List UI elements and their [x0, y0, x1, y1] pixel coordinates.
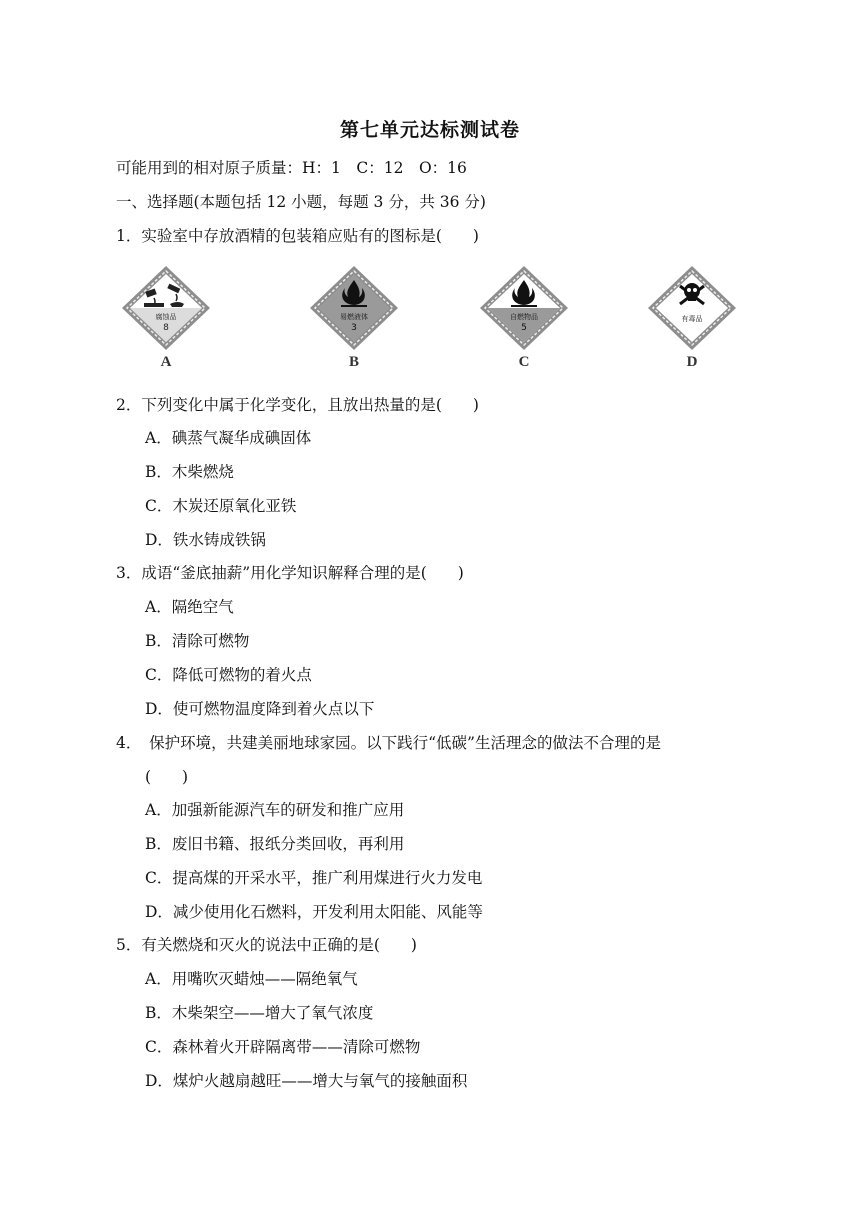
question-4-stem: 4． 保护环境，共建美丽地球家园。以下践行“低碳”生活理念的做法不合理的是	[116, 734, 661, 752]
sign-a-label: 腐蚀品	[155, 313, 177, 321]
section-heading: 一、选择题(本题包括 12 小题，每题 3 分，共 36 分)	[116, 193, 486, 211]
question-2-option-a[interactable]: A．碘蒸气凝华成碘固体	[145, 429, 312, 447]
corrosive-icon	[120, 264, 212, 352]
sign-d-letter: D	[686, 354, 698, 370]
sign-d-label: 有毒品	[681, 315, 703, 323]
question-2-option-d[interactable]: D．铁水铸成铁锅	[145, 531, 266, 549]
skull-crossbones-icon	[646, 264, 738, 352]
question-1-stem: 1．实验室中存放酒精的包装箱应贴有的图标是( )	[116, 227, 479, 245]
hazard-sign-d[interactable]	[646, 264, 738, 376]
question-2-option-b[interactable]: B．木柴燃烧	[145, 463, 234, 481]
flame-icon	[308, 264, 400, 352]
question-2-option-c[interactable]: C．木炭还原氧化亚铁	[145, 497, 297, 515]
question-3-option-b[interactable]: B．清除可燃物	[145, 632, 250, 650]
question-3-option-a[interactable]: A．隔绝空气	[145, 598, 234, 616]
question-3-option-d[interactable]: D．使可燃物温度降到着火点以下	[145, 700, 375, 718]
sign-b-number: 3	[351, 323, 357, 333]
question-2-stem: 2．下列变化中属于化学变化，且放出热量的是( )	[116, 396, 479, 414]
question-5-option-b[interactable]: B．木柴架空——增大了氧气浓度	[145, 1004, 374, 1022]
question-4-stem-continuation: ( )	[145, 768, 189, 786]
sign-c-number: 5	[521, 323, 527, 333]
hazard-sign-b[interactable]	[308, 264, 400, 376]
sign-b-letter: B	[348, 354, 359, 370]
question-5-stem: 5．有关燃烧和灭火的说法中正确的是( )	[116, 936, 417, 954]
question-4-option-c[interactable]: C．提高煤的开采水平，推广利用煤进行火力发电	[145, 869, 483, 887]
flame-icon	[478, 264, 570, 352]
question-4-option-b[interactable]: B．废旧书籍、报纸分类回收，再利用	[145, 835, 405, 853]
sign-a-number: 8	[163, 323, 169, 333]
question-3-option-c[interactable]: C．降低可燃物的着火点	[145, 666, 312, 684]
hazard-sign-c[interactable]	[478, 264, 570, 376]
question-5-option-a[interactable]: A．用嘴吹灭蜡烛——隔绝氧气	[145, 970, 358, 988]
question-3-stem: 3．成语“釜底抽薪”用化学知识解释合理的是( )	[116, 564, 464, 582]
question-5-option-c[interactable]: C．森林着火开辟隔离带——清除可燃物	[145, 1038, 421, 1056]
question-4-option-d[interactable]: D．减少使用化石燃料，开发利用太阳能、风能等	[145, 903, 483, 921]
hazard-signs-row	[118, 264, 758, 376]
sign-c-letter: C	[518, 354, 530, 370]
sign-a-letter: A	[160, 354, 172, 370]
page-title: 第七单元达标测试卷	[339, 119, 520, 141]
question-5-option-d[interactable]: D．煤炉火越扇越旺——增大与氧气的接触面积	[145, 1072, 468, 1090]
question-4-option-a[interactable]: A．加强新能源汽车的研发和推广应用	[145, 801, 405, 819]
sign-b-label: 易燃液体	[340, 313, 368, 321]
hazard-sign-a[interactable]	[120, 264, 212, 376]
sign-c-label: 自燃物品	[510, 313, 538, 321]
atomic-mass-note: 可能用到的相对原子质量：H：1 C：12 O：16	[116, 159, 467, 177]
